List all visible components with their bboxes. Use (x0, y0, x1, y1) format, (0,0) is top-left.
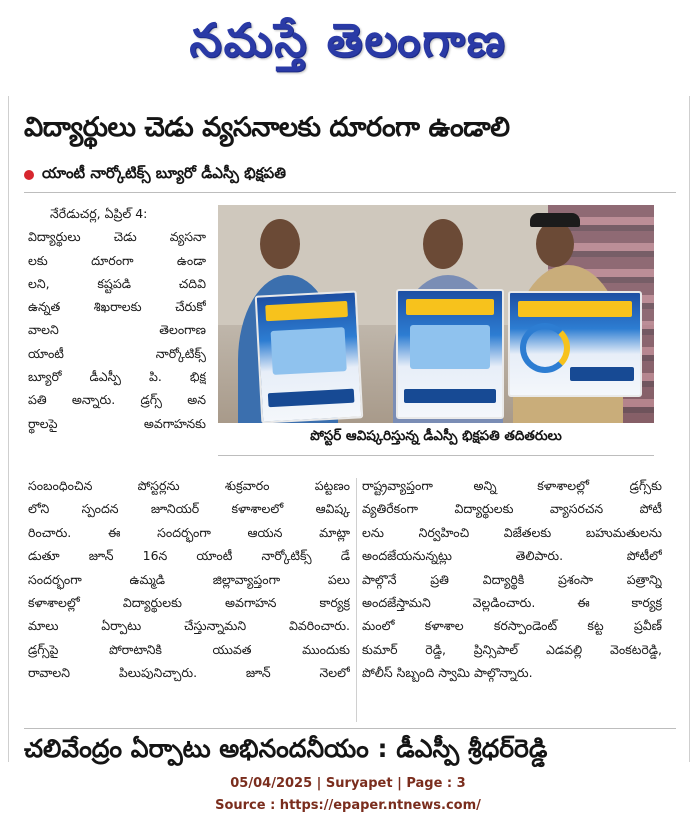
person-head (536, 221, 574, 267)
text-line: వాలని తెలంగాణ (28, 322, 206, 338)
poster (396, 289, 504, 419)
text-line: పతి అన్నారు. డ్రగ్స్ అన (28, 392, 206, 408)
text-line: రించారు. ఈ సందర్భంగా ఆయన మాట్లా (28, 524, 350, 540)
text-line: లకు దూరంగా ఉండా (28, 252, 206, 268)
divider (218, 455, 654, 456)
text-line: నేరేడుచర్ల, ఏప్రిల్ 4: (50, 206, 148, 221)
photo-caption: పోస్టర్ ఆవిష్కరిస్తున్న డీఎస్పీ భిక్షపతి తదితరులు (310, 428, 562, 444)
text-line: అందజేయనున్నట్లు తెలిపారు. పోటీలో (362, 548, 662, 564)
poster-title-band (265, 301, 348, 321)
text-line: కుమార్ రెడ్డి, ప్రిన్సిపాల్ ఎడవల్లి వెంకటరెడ్డి, (362, 641, 662, 657)
subhead-text: యాంటీ నార్కోటిక్స్ బ్యూరో డీఎస్పీ భిక్షపతి (42, 164, 286, 182)
person-head (423, 219, 463, 269)
text-line: బ్యూరో డీఎస్పీ పి. భిక్ష (28, 369, 206, 385)
text-line: లోని స్పందన జూనియర్ కళాశాలలో ఆవిష్క (28, 501, 350, 517)
news-photo (218, 205, 654, 423)
text-line: ఉన్నత శిఖరాలకు చేరుకో (28, 299, 206, 315)
article-headline: విద్యార్థులు చెడు వ్యసనాలకు దూరంగా ఉండాలి (24, 112, 510, 143)
poster-footer-band (570, 367, 634, 381)
text-line: రావాలని పిలుపునిచ్చారు. జూన్ నెలలో (28, 665, 350, 681)
poster-title-band (518, 301, 632, 317)
poster-image (271, 327, 347, 375)
poster-footer-band (404, 389, 496, 403)
text-line: యాంటీ నార్కోటిక్స్ (28, 345, 206, 361)
divider (24, 728, 676, 729)
divider (24, 192, 676, 193)
poster-footer-band (268, 389, 355, 407)
text-line: సంబంధించిన పోస్టర్లను శుక్రవారం పట్టణం (28, 478, 350, 493)
next-article-headline: చలివేంద్రం ఏర్పాటు అభినందనీయం : డీఎస్పీ శ్రీధర్‌రెడ్డి (24, 734, 548, 763)
footer (0, 773, 696, 817)
poster (508, 291, 642, 397)
text-line: ర్థాలపై అవగాహనకు (28, 415, 206, 431)
column-divider (356, 478, 357, 722)
text-line: డ్రగ్స్‌పై పోరాటానికి యువత ముందుకు (28, 641, 350, 657)
text-line: విద్యార్థులు చెడు వ్యసనా (28, 229, 206, 245)
police-cap-icon (530, 213, 580, 227)
poster (255, 290, 364, 423)
text-line: మంలో కళాశాల కరస్పాండెంట్ కట్ట ప్రవీణ్ (362, 618, 662, 634)
footer-source-line: Source : https://epaper.ntnews.com/ (215, 798, 481, 813)
text-line: అందజేస్తామని వెల్లడించారు. ఈ కార్యక్ర (362, 595, 662, 611)
poster-chart-graphic (520, 323, 570, 373)
text-line: సందర్భంగా ఉమ్మడి జిల్లావ్యాప్తంగా పలు (28, 571, 350, 587)
masthead (0, 0, 696, 92)
text-line: వ్యతిరేకంగా విద్యార్థులకు వ్యాసరచన పోటీ (362, 501, 662, 517)
poster-image (410, 325, 490, 369)
text-line: పాల్గొనే ప్రతి విద్యార్థికి ప్రశంసా పత్రాన్ని (362, 571, 662, 587)
text-line: లను నిర్వహించి విజేతలకు బహుమతులను (362, 524, 662, 540)
article-column-left-bottom (28, 474, 350, 685)
text-line: కళాశాలల్లో విద్యార్థులకు అవగాహన కార్యక్ర (28, 595, 350, 611)
bullet-icon (24, 170, 34, 180)
text-line: మాలు ఏర్పాటు చేస్తున్నామని వివరించారు. (28, 618, 350, 634)
masthead-title: నమస్తే తెలంగాణ (189, 13, 507, 67)
footer-date-line: 05/04/2025 | Suryapet | Page : 3 (230, 776, 466, 791)
article-column-left-top (28, 202, 206, 435)
article-column-right-bottom (362, 474, 662, 685)
text-line: పోలీస్ సిబ్బంది స్వామి పాల్గొన్నారు. (362, 665, 533, 681)
person-head (260, 219, 300, 269)
text-line: లని, కష్టపడి చదివి (28, 275, 206, 291)
poster-title-band (406, 299, 494, 315)
article-subhead (24, 164, 664, 186)
text-line: డుతూ జూన్ 16న యాంటీ నార్కోటిక్స్ డే (28, 548, 350, 564)
text-line: రాష్ట్రవ్యాప్తంగా అన్ని కళాశాలల్లో డ్రగ్స్‌కు (362, 478, 662, 493)
